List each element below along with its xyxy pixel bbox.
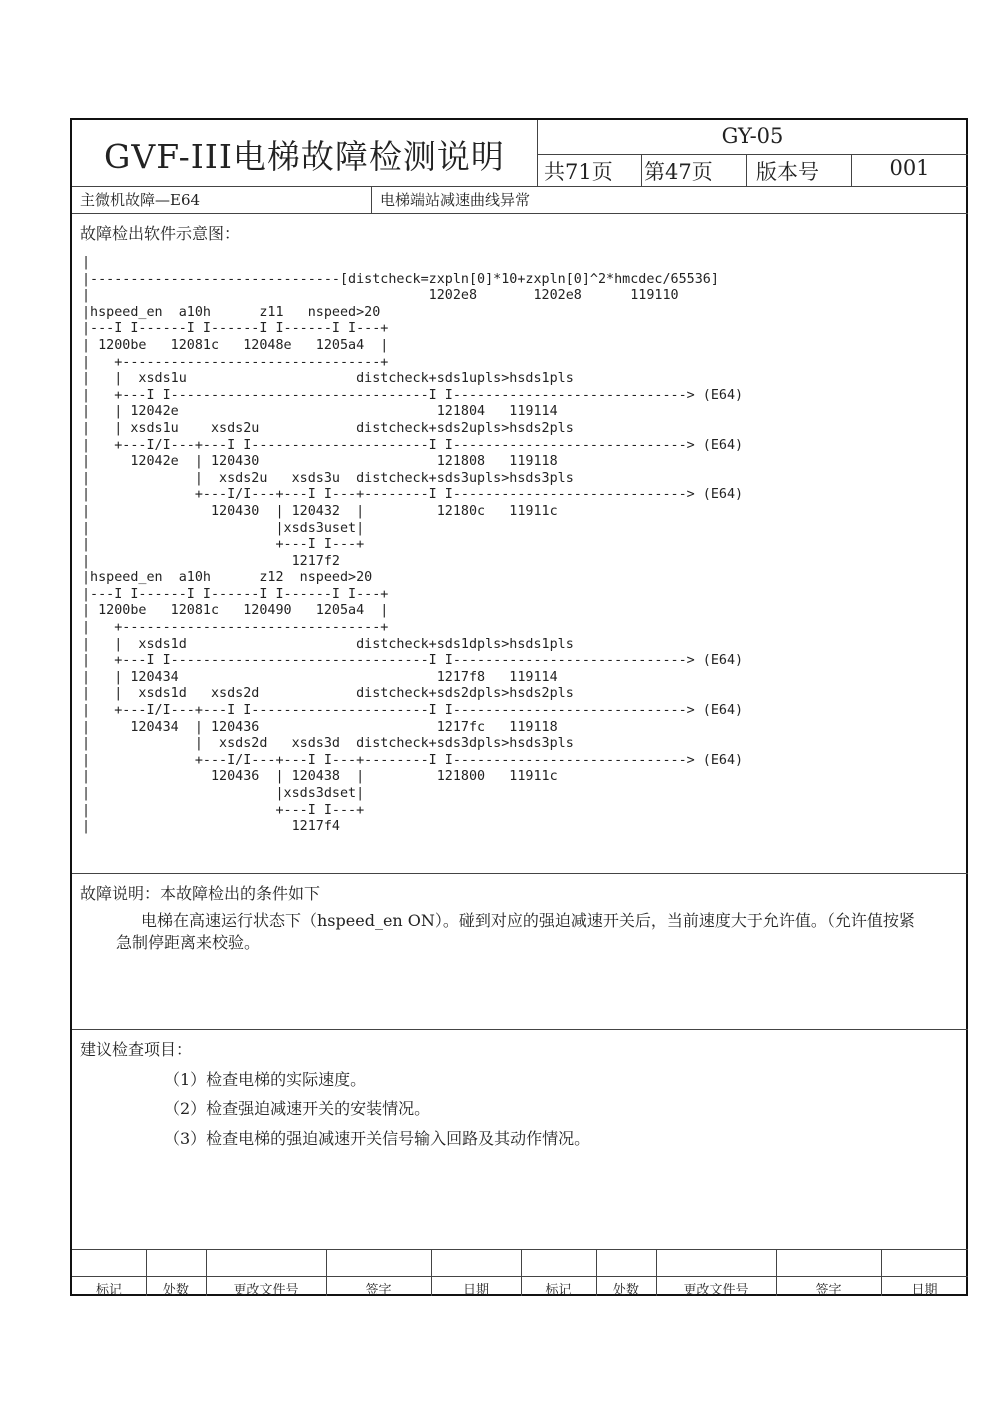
footer-col-signature: 签字: [365, 1283, 392, 1298]
ladder-diagram: | |-------------------------------[distcheck=zxpln[0]*10+zxpln[0]^2*hmcdec/65536] | 1202e8 1202e8 119110 |hspeed_en a10h z11 nspeed>20 |---I I------I I------I I------I I---+ | 1200be 12081c 12048e 1205a4 | | +--------------------------------+ | | xsds1u distcheck+sds1upls>hsds1pls | +---I I--------------------------------I I-----------------------------> (E64) | | 12042e 121804 119114 | | xsds1u xsds2u distcheck+sds2upls>hsds2pls | +---I/I---+---I I----------------------I I-----------------------------> (E64) | 12042e | 120430 121808 119118 | | xsds2u xsds3u distcheck+sds3upls>hsds3pls | +---I/I---+---I I---+--------I I-----------------------------> (E64) | 120430 | 120432 | 12180c 11911c | |xsds3uset| | +---I I---+ | 1217f2 |hspeed_en a10h z12 nspeed>20 |---I I------I I------I I------I I---+ | 1200be 12081c 120490 1205a4 | | +--------------------------------+ | | xsds1d distcheck+sds1dpls>hsds1pls | +---I I--------------------------------I I-----------------------------> (E64) | | 120434 1217f8 119114 | | xsds1d xsds2d distcheck+sds2dpls>hsds2pls | +---I/I---+---I I----------------------I I-----------------------------> (E64) | 120434 | 120436 1217fc 119118 | | xsds2d xsds3d distcheck+sds3dpls>hsds3pls | +---I/I---+---I I---+--------I I-----------------------------> (E64) | 120436 | 120438 | 121800 11911c | |xsds3dset| | +---I I---+ | 1217f4: [82, 255, 744, 835]
diagram-heading: 故障检出软件示意图：: [80, 224, 241, 243]
version-label: 版本号: [756, 160, 819, 184]
footer-col-signature: 签字: [815, 1283, 842, 1298]
page-number: 第47页: [644, 160, 713, 184]
explanation-heading: 故障说明：本故障检出的条件如下: [80, 884, 321, 903]
suggestion-item: （3）检查电梯的强迫减速开关信号输入回路及其动作情况。: [164, 1129, 591, 1148]
page-title: GVF-III电梯故障检测说明: [104, 137, 505, 176]
doc-code: GY-05: [721, 124, 784, 148]
fault-description: 电梯端站减速曲线异常: [380, 191, 531, 209]
divider: [72, 873, 968, 874]
version-value: 001: [889, 156, 930, 180]
divider: [72, 213, 968, 214]
footer-col-date: 日期: [462, 1283, 489, 1298]
explanation-text-line2: 急制停距离来校验。: [116, 933, 261, 952]
divider: [537, 154, 968, 155]
footer-col-mark: 标记: [545, 1283, 572, 1298]
suggestions-heading: 建议检查项目：: [80, 1040, 193, 1059]
divider: [371, 186, 372, 213]
total-pages: 共71页: [544, 160, 613, 184]
footer-col-count: 处数: [162, 1283, 189, 1298]
suggestion-item: （2）检查强迫减速开关的安装情况。: [164, 1099, 431, 1118]
divider: [641, 154, 642, 186]
footer-col-change-doc: 更改文件号: [233, 1283, 299, 1298]
explanation-text-line1: 电梯在高速运行状态下（hspeed_en ON）。碰到对应的强迫减速开关后，当前速度大于允许值。（允许值按紧: [141, 911, 915, 930]
fault-code: 主微机故障—E64: [80, 191, 201, 209]
suggestion-item: （1）检查电梯的实际速度。: [164, 1070, 367, 1089]
divider: [746, 154, 747, 186]
footer-col-count: 处数: [612, 1283, 639, 1298]
footer-col-date: 日期: [911, 1283, 938, 1298]
divider: [72, 186, 968, 187]
footer-col-change-doc: 更改文件号: [683, 1283, 749, 1298]
divider: [72, 1029, 968, 1030]
footer-col-mark: 标记: [95, 1283, 122, 1298]
